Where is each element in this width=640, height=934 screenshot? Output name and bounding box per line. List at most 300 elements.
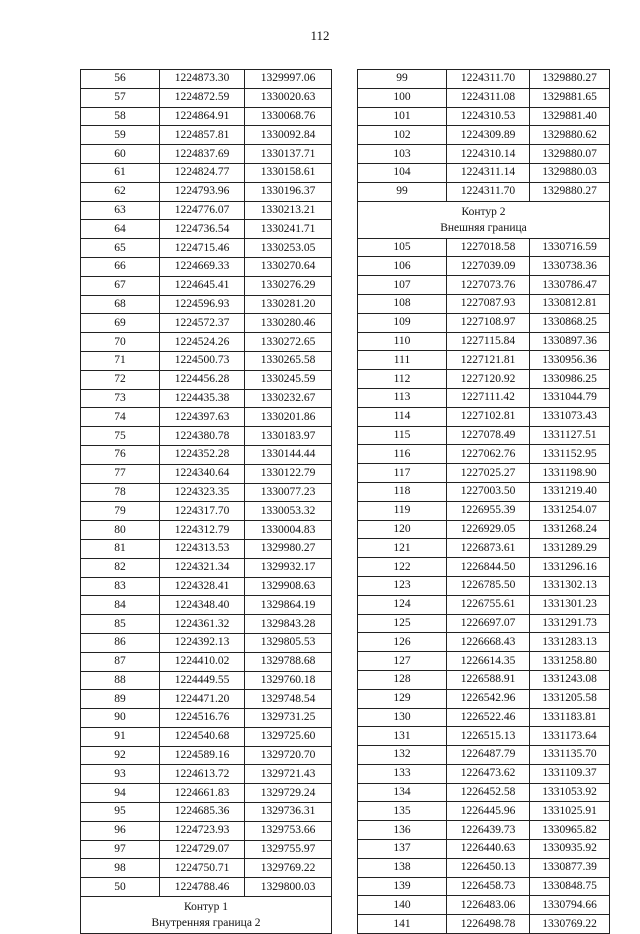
- x-coordinate-cell: 1224837.69: [160, 145, 245, 164]
- table-row: [81, 70, 332, 89]
- y-coordinate-cell: 1329760.18: [245, 671, 332, 690]
- table-row: [81, 389, 332, 408]
- table-row: [358, 107, 610, 126]
- x-coordinate-cell: 1226873.61: [447, 539, 530, 558]
- table-row: [358, 727, 610, 746]
- x-coordinate-cell: 1224715.46: [160, 239, 245, 258]
- y-coordinate-cell: 1331243.08: [530, 670, 610, 689]
- x-coordinate-cell: 1224392.13: [160, 633, 245, 652]
- point-number-cell: 57: [81, 88, 160, 107]
- y-coordinate-cell: 1331205.58: [530, 689, 610, 708]
- x-coordinate-cell: 1224435.38: [160, 389, 245, 408]
- table-row: [81, 878, 332, 897]
- point-number-cell: 136: [358, 821, 447, 840]
- table-row: [358, 539, 610, 558]
- point-number-cell: 117: [358, 464, 447, 483]
- x-coordinate-cell: 1227073.76: [447, 276, 530, 295]
- point-number-cell: 90: [81, 709, 160, 728]
- y-coordinate-cell: 1329736.31: [245, 803, 332, 822]
- y-coordinate-cell: 1329769.22: [245, 859, 332, 878]
- x-coordinate-cell: 1224449.55: [160, 671, 245, 690]
- point-number-cell: 114: [358, 407, 447, 426]
- x-coordinate-cell: 1226542.96: [447, 689, 530, 708]
- x-coordinate-cell: 1224340.64: [160, 464, 245, 483]
- x-coordinate-cell: 1224540.68: [160, 727, 245, 746]
- table-row: [81, 596, 332, 615]
- table-row: [81, 746, 332, 765]
- table-row: [358, 595, 610, 614]
- point-number-cell: 56: [81, 70, 160, 89]
- x-coordinate-cell: 1226668.43: [447, 633, 530, 652]
- y-coordinate-cell: 1329721.43: [245, 765, 332, 784]
- point-number-cell: 59: [81, 126, 160, 145]
- x-coordinate-cell: 1227087.93: [447, 294, 530, 313]
- x-coordinate-cell: 1224328.41: [160, 577, 245, 596]
- y-coordinate-cell: 1329880.27: [530, 182, 610, 201]
- table-row: [81, 295, 332, 314]
- point-number-cell: 66: [81, 257, 160, 276]
- y-coordinate-cell: 1330241.71: [245, 220, 332, 239]
- y-coordinate-cell: 1330004.83: [245, 521, 332, 540]
- y-coordinate-cell: 1330092.84: [245, 126, 332, 145]
- x-coordinate-cell: 1224661.83: [160, 784, 245, 803]
- table-row: [358, 652, 610, 671]
- table-row: [81, 464, 332, 483]
- y-coordinate-cell: 1330868.25: [530, 313, 610, 332]
- point-number-cell: 58: [81, 107, 160, 126]
- x-coordinate-cell: 1224311.08: [447, 88, 530, 107]
- table-row: [358, 633, 610, 652]
- y-coordinate-cell: 1329997.06: [245, 70, 332, 89]
- table-row: [358, 783, 610, 802]
- y-coordinate-cell: 1331135.70: [530, 746, 610, 765]
- x-coordinate-cell: 1224613.72: [160, 765, 245, 784]
- table-row: [358, 407, 610, 426]
- x-coordinate-cell: 1224309.89: [447, 126, 530, 145]
- table-row: [358, 501, 610, 520]
- y-coordinate-cell: 1330716.59: [530, 238, 610, 257]
- x-coordinate-cell: 1227018.58: [447, 238, 530, 257]
- x-coordinate-cell: 1226487.79: [447, 746, 530, 765]
- y-coordinate-cell: 1331291.73: [530, 614, 610, 633]
- y-coordinate-cell: 1330738.36: [530, 257, 610, 276]
- point-number-cell: 61: [81, 163, 160, 182]
- point-number-cell: 96: [81, 821, 160, 840]
- x-coordinate-cell: 1227115.84: [447, 332, 530, 351]
- x-coordinate-cell: 1224311.70: [447, 70, 530, 89]
- contour-header-cell: [358, 201, 610, 238]
- x-coordinate-cell: 1227108.97: [447, 313, 530, 332]
- point-number-cell: 95: [81, 803, 160, 822]
- table-row: [358, 482, 610, 501]
- table-row: [358, 840, 610, 859]
- table-row: [81, 840, 332, 859]
- table-row: [81, 690, 332, 709]
- x-coordinate-cell: 1224572.37: [160, 314, 245, 333]
- table-row: [81, 126, 332, 145]
- point-number-cell: 85: [81, 615, 160, 634]
- x-coordinate-cell: 1227102.81: [447, 407, 530, 426]
- point-number-cell: 79: [81, 502, 160, 521]
- y-coordinate-cell: 1330769.22: [530, 915, 610, 934]
- y-coordinate-cell: 1331044.79: [530, 388, 610, 407]
- x-coordinate-cell: 1226955.39: [447, 501, 530, 520]
- table-row: [358, 708, 610, 727]
- x-coordinate-cell: 1226522.46: [447, 708, 530, 727]
- x-coordinate-cell: 1224873.30: [160, 70, 245, 89]
- point-number-cell: 71: [81, 351, 160, 370]
- x-coordinate-cell: 1224824.77: [160, 163, 245, 182]
- table-row: [81, 539, 332, 558]
- x-coordinate-cell: 1227078.49: [447, 426, 530, 445]
- y-coordinate-cell: 1331198.90: [530, 464, 610, 483]
- point-number-cell: 89: [81, 690, 160, 709]
- x-coordinate-cell: 1224323.35: [160, 483, 245, 502]
- table-row: [81, 483, 332, 502]
- point-number-cell: 73: [81, 389, 160, 408]
- table-row: [358, 70, 610, 89]
- x-coordinate-cell: 1224793.96: [160, 182, 245, 201]
- table-row: [358, 464, 610, 483]
- table-row: [81, 351, 332, 370]
- point-number-cell: 125: [358, 614, 447, 633]
- point-number-cell: 103: [358, 145, 447, 164]
- table-row: [81, 201, 332, 220]
- table-row: [358, 689, 610, 708]
- y-coordinate-cell: 1331268.24: [530, 520, 610, 539]
- x-coordinate-cell: 1224723.93: [160, 821, 245, 840]
- y-coordinate-cell: 1331073.43: [530, 407, 610, 426]
- table-row: [81, 633, 332, 652]
- table-row: [81, 821, 332, 840]
- y-coordinate-cell: 1329881.65: [530, 88, 610, 107]
- x-coordinate-cell: 1224310.14: [447, 145, 530, 164]
- y-coordinate-cell: 1330122.79: [245, 464, 332, 483]
- x-coordinate-cell: 1224857.81: [160, 126, 245, 145]
- x-coordinate-cell: 1227121.81: [447, 351, 530, 370]
- x-coordinate-cell: 1226929.05: [447, 520, 530, 539]
- x-coordinate-cell: 1224456.28: [160, 370, 245, 389]
- point-number-cell: 60: [81, 145, 160, 164]
- table-row: [81, 107, 332, 126]
- x-coordinate-cell: 1224321.34: [160, 558, 245, 577]
- table-row: [358, 426, 610, 445]
- x-coordinate-cell: 1226473.62: [447, 764, 530, 783]
- y-coordinate-cell: 1330232.67: [245, 389, 332, 408]
- table-row: [358, 332, 610, 351]
- y-coordinate-cell: 1329725.60: [245, 727, 332, 746]
- coordinates-table-left-body: [81, 70, 332, 934]
- table-row: [81, 558, 332, 577]
- x-coordinate-cell: 1227025.27: [447, 464, 530, 483]
- x-coordinate-cell: 1227062.76: [447, 445, 530, 464]
- table-row: [358, 614, 610, 633]
- x-coordinate-cell: 1226755.61: [447, 595, 530, 614]
- y-coordinate-cell: 1331127.51: [530, 426, 610, 445]
- x-coordinate-cell: 1226515.13: [447, 727, 530, 746]
- point-number-cell: 120: [358, 520, 447, 539]
- y-coordinate-cell: 1329880.07: [530, 145, 610, 164]
- point-number-cell: 123: [358, 576, 447, 595]
- table-row: [81, 803, 332, 822]
- table-row: [81, 182, 332, 201]
- x-coordinate-cell: 1224352.28: [160, 445, 245, 464]
- x-coordinate-cell: 1224736.54: [160, 220, 245, 239]
- x-coordinate-cell: 1226844.50: [447, 558, 530, 577]
- table-row: [81, 727, 332, 746]
- x-coordinate-cell: 1226498.78: [447, 915, 530, 934]
- table-row: [81, 445, 332, 464]
- point-number-cell: 64: [81, 220, 160, 239]
- x-coordinate-cell: 1224596.93: [160, 295, 245, 314]
- y-coordinate-cell: 1329864.19: [245, 596, 332, 615]
- x-coordinate-cell: 1224380.78: [160, 427, 245, 446]
- y-coordinate-cell: 1330786.47: [530, 276, 610, 295]
- table-row: [81, 784, 332, 803]
- y-coordinate-cell: 1330965.82: [530, 821, 610, 840]
- x-coordinate-cell: 1226445.96: [447, 802, 530, 821]
- table-row: [358, 858, 610, 877]
- point-number-cell: 138: [358, 858, 447, 877]
- x-coordinate-cell: 1224864.91: [160, 107, 245, 126]
- point-number-cell: 133: [358, 764, 447, 783]
- x-coordinate-cell: 1224685.36: [160, 803, 245, 822]
- y-coordinate-cell: 1331302.13: [530, 576, 610, 595]
- table-row: [358, 445, 610, 464]
- point-number-cell: 94: [81, 784, 160, 803]
- y-coordinate-cell: 1329748.54: [245, 690, 332, 709]
- y-coordinate-cell: 1330213.21: [245, 201, 332, 220]
- table-row: [358, 276, 610, 295]
- point-number-cell: 68: [81, 295, 160, 314]
- y-coordinate-cell: 1331053.92: [530, 783, 610, 802]
- point-number-cell: 139: [358, 877, 447, 896]
- table-row: [81, 765, 332, 784]
- x-coordinate-cell: 1224361.32: [160, 615, 245, 634]
- point-number-cell: 102: [358, 126, 447, 145]
- y-coordinate-cell: 1329880.62: [530, 126, 610, 145]
- point-number-cell: 137: [358, 840, 447, 859]
- point-number-cell: 131: [358, 727, 447, 746]
- contour-footer: [81, 897, 332, 934]
- point-number-cell: 92: [81, 746, 160, 765]
- table-row: [81, 220, 332, 239]
- y-coordinate-cell: 1331283.13: [530, 633, 610, 652]
- y-coordinate-cell: 1330265.58: [245, 351, 332, 370]
- y-coordinate-cell: 1331109.37: [530, 764, 610, 783]
- table-row: [81, 709, 332, 728]
- point-number-cell: 70: [81, 333, 160, 352]
- y-coordinate-cell: 1330276.29: [245, 276, 332, 295]
- coordinates-table-left: [80, 69, 332, 934]
- y-coordinate-cell: 1331173.64: [530, 727, 610, 746]
- table-row: [81, 859, 332, 878]
- x-coordinate-cell: 1226439.73: [447, 821, 530, 840]
- y-coordinate-cell: 1331152.95: [530, 445, 610, 464]
- x-coordinate-cell: 1224410.02: [160, 652, 245, 671]
- y-coordinate-cell: 1329755.97: [245, 840, 332, 859]
- table-row: [358, 520, 610, 539]
- point-number-cell: 141: [358, 915, 447, 934]
- point-number-cell: 98: [81, 859, 160, 878]
- contour-header: [358, 201, 610, 238]
- table-row: [81, 314, 332, 333]
- y-coordinate-cell: 1329880.03: [530, 163, 610, 182]
- table-row: [358, 313, 610, 332]
- point-number-cell: 67: [81, 276, 160, 295]
- table-row: [81, 257, 332, 276]
- x-coordinate-cell: 1227111.42: [447, 388, 530, 407]
- point-number-cell: 107: [358, 276, 447, 295]
- point-number-cell: 132: [358, 746, 447, 765]
- table-row: [81, 333, 332, 352]
- y-coordinate-cell: 1329753.66: [245, 821, 332, 840]
- x-coordinate-cell: 1226785.50: [447, 576, 530, 595]
- x-coordinate-cell: 1224397.63: [160, 408, 245, 427]
- y-coordinate-cell: 1331301.23: [530, 595, 610, 614]
- table-row: [81, 521, 332, 540]
- point-number-cell: 105: [358, 238, 447, 257]
- boundary-title: Внутренняя граница 2: [151, 917, 261, 930]
- point-number-cell: 88: [81, 671, 160, 690]
- point-number-cell: 84: [81, 596, 160, 615]
- point-number-cell: 112: [358, 370, 447, 389]
- y-coordinate-cell: 1329788.68: [245, 652, 332, 671]
- point-number-cell: 62: [81, 182, 160, 201]
- point-number-cell: 97: [81, 840, 160, 859]
- y-coordinate-cell: 1331289.29: [530, 539, 610, 558]
- x-coordinate-cell: 1224524.26: [160, 333, 245, 352]
- point-number-cell: 99: [358, 182, 447, 201]
- x-coordinate-cell: 1226450.13: [447, 858, 530, 877]
- y-coordinate-cell: 1329731.25: [245, 709, 332, 728]
- x-coordinate-cell: 1224750.71: [160, 859, 245, 878]
- y-coordinate-cell: 1330144.44: [245, 445, 332, 464]
- contour-footer-cell: [81, 897, 332, 934]
- x-coordinate-cell: 1224776.07: [160, 201, 245, 220]
- point-number-cell: 124: [358, 595, 447, 614]
- table-row: [81, 276, 332, 295]
- point-number-cell: 78: [81, 483, 160, 502]
- table-row: [81, 615, 332, 634]
- y-coordinate-cell: 1330956.36: [530, 351, 610, 370]
- table-row: [358, 877, 610, 896]
- y-coordinate-cell: 1329908.63: [245, 577, 332, 596]
- y-coordinate-cell: 1330053.32: [245, 502, 332, 521]
- x-coordinate-cell: 1224310.53: [447, 107, 530, 126]
- y-coordinate-cell: 1330848.75: [530, 877, 610, 896]
- x-coordinate-cell: 1224317.70: [160, 502, 245, 521]
- x-coordinate-cell: 1224788.46: [160, 878, 245, 897]
- point-number-cell: 135: [358, 802, 447, 821]
- table-row: [81, 239, 332, 258]
- x-coordinate-cell: 1224516.76: [160, 709, 245, 728]
- y-coordinate-cell: 1330137.71: [245, 145, 332, 164]
- x-coordinate-cell: 1224872.59: [160, 88, 245, 107]
- point-number-cell: 129: [358, 689, 447, 708]
- table-row: [81, 502, 332, 521]
- table-row: [81, 408, 332, 427]
- x-coordinate-cell: 1226588.91: [447, 670, 530, 689]
- y-coordinate-cell: 1330280.46: [245, 314, 332, 333]
- y-coordinate-cell: 1329932.17: [245, 558, 332, 577]
- y-coordinate-cell: 1330196.37: [245, 182, 332, 201]
- y-coordinate-cell: 1331183.81: [530, 708, 610, 727]
- x-coordinate-cell: 1226440.63: [447, 840, 530, 859]
- y-coordinate-cell: 1329881.40: [530, 107, 610, 126]
- point-number-cell: 122: [358, 558, 447, 577]
- table-row: [358, 746, 610, 765]
- x-coordinate-cell: 1224311.70: [447, 182, 530, 201]
- contour-title: Контур 2: [461, 205, 506, 218]
- point-number-cell: 50: [81, 878, 160, 897]
- table-row: [358, 257, 610, 276]
- x-coordinate-cell: 1227039.09: [447, 257, 530, 276]
- y-coordinate-cell: 1330986.25: [530, 370, 610, 389]
- table-row: [358, 821, 610, 840]
- point-number-cell: 128: [358, 670, 447, 689]
- point-number-cell: 81: [81, 539, 160, 558]
- point-number-cell: 110: [358, 332, 447, 351]
- contour-title: Контур 1: [183, 901, 228, 914]
- point-number-cell: 69: [81, 314, 160, 333]
- y-coordinate-cell: 1330253.05: [245, 239, 332, 258]
- table-row: [81, 427, 332, 446]
- table-row: [81, 163, 332, 182]
- y-coordinate-cell: 1330877.39: [530, 858, 610, 877]
- y-coordinate-cell: 1330077.23: [245, 483, 332, 502]
- point-number-cell: 106: [358, 257, 447, 276]
- x-coordinate-cell: 1224311.14: [447, 163, 530, 182]
- x-coordinate-cell: 1224669.33: [160, 257, 245, 276]
- point-number-cell: 126: [358, 633, 447, 652]
- y-coordinate-cell: 1330020.63: [245, 88, 332, 107]
- point-number-cell: 72: [81, 370, 160, 389]
- coordinates-table-right: [357, 69, 610, 934]
- x-coordinate-cell: 1226483.06: [447, 896, 530, 915]
- y-coordinate-cell: 1329843.28: [245, 615, 332, 634]
- point-number-cell: 118: [358, 482, 447, 501]
- table-row: [81, 671, 332, 690]
- y-coordinate-cell: 1329729.24: [245, 784, 332, 803]
- point-number-cell: 100: [358, 88, 447, 107]
- point-number-cell: 80: [81, 521, 160, 540]
- point-number-cell: 140: [358, 896, 447, 915]
- x-coordinate-cell: 1224500.73: [160, 351, 245, 370]
- point-number-cell: 63: [81, 201, 160, 220]
- table-row: [81, 145, 332, 164]
- table-row: [358, 896, 610, 915]
- point-number-cell: 127: [358, 652, 447, 671]
- table-row: [358, 294, 610, 313]
- y-coordinate-cell: 1329720.70: [245, 746, 332, 765]
- table-row: [81, 577, 332, 596]
- point-number-cell: 101: [358, 107, 447, 126]
- table-row: [358, 163, 610, 182]
- point-number-cell: 86: [81, 633, 160, 652]
- y-coordinate-cell: 1330281.20: [245, 295, 332, 314]
- y-coordinate-cell: 1331258.80: [530, 652, 610, 671]
- point-number-cell: 115: [358, 426, 447, 445]
- y-coordinate-cell: 1329880.27: [530, 70, 610, 89]
- x-coordinate-cell: 1224589.16: [160, 746, 245, 765]
- point-number-cell: 130: [358, 708, 447, 727]
- point-number-cell: 108: [358, 294, 447, 313]
- x-coordinate-cell: 1224348.40: [160, 596, 245, 615]
- x-coordinate-cell: 1226697.07: [447, 614, 530, 633]
- y-coordinate-cell: 1330158.61: [245, 163, 332, 182]
- table-row: [358, 370, 610, 389]
